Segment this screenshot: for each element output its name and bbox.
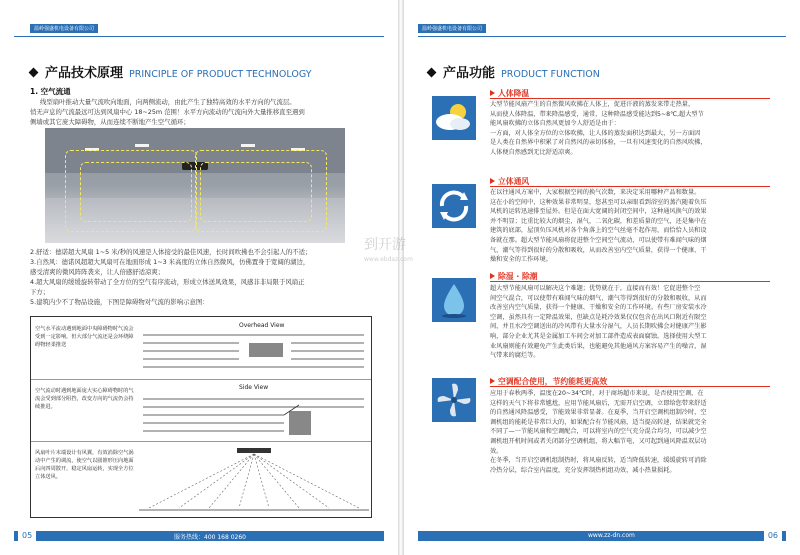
text-line: 燥和安全的工作环境。 <box>490 256 552 264</box>
text-line: 备就在那。超大型节能风扇将促进整个空间空气流动，可以使带有难闻气味的烟 <box>490 236 707 244</box>
text-line: 的自然通风降温感受，节能效果非常显著。在夏季，当开启空调机组制冷时，空 <box>490 409 707 417</box>
text-line: 大型节能风扇产生的自然微风吹拂在人体上，促进汗液的蒸发来带走热量， <box>490 101 695 108</box>
overhead-view-label: Overhead View <box>239 322 285 329</box>
red-arrow-icon <box>490 90 495 96</box>
title-en-left: PRINCIPLE OF PRODUCT TECHNOLOGY <box>129 69 312 80</box>
feature-text-ac-combo <box>490 389 780 475</box>
service-hotline: 服务热线：400 168 0260 <box>174 534 246 541</box>
water-drop-icon <box>432 278 476 322</box>
company-name-right: 温岭强盛机电设备有限公司 <box>418 24 486 33</box>
text-line: 响，部分企业尤其是金属加工车间会对加工部件造成表面腐蚀。选择使用大型工 <box>490 332 707 340</box>
page-number-left: 05 <box>18 531 36 541</box>
text-line: 效。 <box>490 447 503 455</box>
text-line: 空调，虽然具有一定降温效果，但缺点是耗冷效果仅仅包含在出风口附近有限空 <box>490 313 707 321</box>
overhead-view-diagram <box>139 319 369 375</box>
figure-row-overhead <box>31 317 371 380</box>
text-line: 调机组的能耗是非常巨大的，如果配合有节能风扇，适当提高转速，结果就完全 <box>490 418 707 426</box>
feature-title-dehumidify-text: 除湿 · 除潮 <box>498 272 538 281</box>
feature-title-cooling-text: 人体降温 <box>498 89 530 98</box>
feature-underline <box>490 281 770 282</box>
text-line: 气，潮气等得到很好的分散和吸收，从而改善室内空气质量，获得一个健康、干 <box>490 246 707 254</box>
text-line: 调机组开机时间或者关闭部分空调机组，将大幅节电，又可起到通风降温双层功 <box>490 437 707 445</box>
figure-row-cone <box>31 441 371 517</box>
title-en-right: PRODUCT FUNCTION <box>501 69 600 80</box>
red-arrow-icon <box>490 178 495 184</box>
diamond-bullet-icon <box>427 68 437 78</box>
intro-line-1: 线型扇叶推动大量气流吹向地面，向两侧流动，由此产生了独特高效的水平方向的气流层。 <box>40 98 296 106</box>
text-line: 从而使人体降温，带来降温感受，通常，这种降温感受能达到5~8℃,超大型节 <box>490 110 704 118</box>
watermark-url: www.ebdaz.com <box>364 256 413 263</box>
watermark-text: 到开游 <box>364 237 406 253</box>
text-line: 气带来的腐烂等。 <box>490 352 540 360</box>
feature-title-ac-combo-text: 空调配合使用，节约能耗更高效 <box>498 377 608 386</box>
text-line: 风机的运转迅速排至屋外。但是在面大宽阔的封闭空间中，这种通风换气的效果 <box>490 208 707 216</box>
page-number-right: 06 <box>764 531 782 541</box>
text-line: 并不明显；比重比较大的烟尘，湿气，二氧化碳，和差质量的空气，还是集中在 <box>490 217 707 225</box>
point-5: 5.建筑内少不了物品设施，下图是障碍物对气流的影响示意图： <box>30 298 209 306</box>
point-3: 3.自然风：德诺风超超大风扇可在地面形成 1~3 米高度的立体自然微风，仿佛置身于宽阔的湖边， <box>30 258 310 266</box>
air-cycle-icon <box>432 184 476 228</box>
text-line: 不同了—一节能风扇和空调配合，可以将室内的空气充分混合均匀，可以减少空 <box>490 428 707 436</box>
intro-line-2: 悄无声息的气流最远可达到风扇中心 18~25m 范围！水平方向流动的气流向外大量推移直至遇到 <box>30 108 305 116</box>
top-rule-right <box>418 36 786 37</box>
ceiling-light <box>241 144 255 147</box>
point-4-cont: 下方； <box>30 288 50 296</box>
feature-underline <box>490 186 770 187</box>
feature-text-cooling <box>490 100 780 158</box>
footer-bar-left <box>14 531 384 541</box>
figure-row-side <box>31 379 371 442</box>
section-heading: 1. 空气流通 <box>30 87 71 96</box>
text-line: 是人类在自然界中积累了对自然风的亲切体验，一旦有风速变化的自然风吹拂， <box>490 139 707 147</box>
red-arrow-icon <box>490 273 495 279</box>
figure-caption-overhead: 空气水平流动遇到地面中央障碍物时气流会受到一定影响，但大部分气流还是会环绕障碍物轻柔推送 <box>35 326 134 348</box>
text-line: 间空气混合，可以使带有难闻气味的烟气、潮气等得到很好的分散和吸收，从而 <box>490 294 707 302</box>
airflow-photo <box>45 128 345 243</box>
text-line: 在以往通风方案中，大家根据空间的换气次数，来决定采用哪种产品和数量。 <box>490 189 701 196</box>
company-name-left: 温岭强盛机电设备有限公司 <box>30 24 98 33</box>
feature-underline <box>490 386 770 387</box>
footer-bar-right <box>418 531 786 541</box>
obstacle-figure <box>30 316 372 518</box>
text-line: 应用于春秋两季，温度在20~34℃时，对于商场超市来说，是否使用空调，在 <box>490 390 704 397</box>
left-page <box>0 0 398 555</box>
text-line: 这在小的空间中，这种效果非常明显，您甚至可以亲眼看到浴室的蒸汽随着负压 <box>490 198 707 206</box>
airflow-loop-right-inner <box>200 162 312 222</box>
point-2: 2.舒适：德诺超大风扇 1~5 米/秒的风速是人体接受的最佳风速，长时间吹拂也不会引起人的不适； <box>30 248 312 256</box>
feature-text-dehumidify <box>490 284 780 361</box>
airflow-loop-left-inner <box>80 162 192 222</box>
intro-line-3: 侧墙或其它庞大障碍物，从而连续不断地产生空气循环； <box>30 118 190 126</box>
feature-text-ventilation <box>490 188 780 265</box>
text-line: 人体便自然感到无比舒适凉爽。 <box>490 148 577 156</box>
side-arrows <box>143 399 364 431</box>
top-rule-left <box>14 36 384 37</box>
title-cn-right: 产品功能 <box>443 66 496 81</box>
website-url: www.zz-dn.com <box>588 532 635 539</box>
text-line: 间，并且水冷空调送出的冷风带有大量水分湿气，人员长期吹拂会对健康产生影 <box>490 323 707 331</box>
text-line: 一方面，对人体全方位的立体吹拂，让人体的蒸发面积达到最大，另一方面因 <box>490 129 701 137</box>
fan-blade-shape <box>237 448 271 453</box>
page-title-right <box>428 62 600 81</box>
obstacle-block <box>249 343 283 357</box>
text-line: 业风扇则能有效避免产生此类后果，也能避免其他通风方案容易产生的噪音，湿 <box>490 342 707 350</box>
text-line: 这样的天气下将非常尴尬，应用节能风扇后，无需开启空调，立即给您带来舒适 <box>490 399 707 407</box>
text-line: 能风扇吹拂的立体自然风更加令人舒适是由于： <box>490 120 620 128</box>
text-line: 超大型节能风扇可以解决这个难题；优势就在于，直接而有效！它促进整个空 <box>490 285 701 292</box>
feature-title-ventilation-text: 立体通风 <box>498 177 530 186</box>
sun-cloud-icon <box>432 96 476 140</box>
figure-caption-side: 空气流动时遇到地面庞大实心障碍物时的气流会受到部分阻挡，改变方向的气流仍会持续推进。 <box>35 388 134 410</box>
cone-airflow-diagram <box>139 443 369 515</box>
fan-icon <box>432 378 476 422</box>
ceiling-light <box>135 144 149 147</box>
side-obstacle-block <box>289 411 311 435</box>
title-cn-left: 产品技术原理 <box>45 66 124 81</box>
feature-underline <box>490 98 770 99</box>
point-4: 4.超大风扇的缓缓旋转带动了全方位的空气有序流动，形成立体送风效果，风感非非局限于风扇正 <box>30 278 305 286</box>
page-title-left <box>30 62 312 81</box>
red-arrow-icon <box>490 378 495 384</box>
watermark <box>364 234 413 263</box>
side-view-label: Side View <box>239 384 269 391</box>
text-line: 建筑的底部，屋顶负压风机对各个角落上的空气丝毫不起作用，而恰恰人员和设 <box>490 227 707 235</box>
figure-caption-cone: 风扇叶片末端设计有风翼，有效消除空气涡动中产生的调流，使空气以圆锥形压向地面后向四周散开，稳定风扇运转，实现全方位立体送风。 <box>35 450 134 480</box>
diamond-bullet-icon <box>29 68 39 78</box>
point-3-cont: 感受清爽的微风阵阵袭来，让人倍感舒适凉爽； <box>30 268 165 276</box>
cone-dashed-lines <box>149 454 359 508</box>
text-line: 在冬季，当开启空调机组制热时，将风扇反转，适当降低转速，缓缓旋转可消除 <box>490 457 707 465</box>
text-line: 改善室内空气质量，获得一个健康、干燥和安全的工作环境。有些厂房安装水冷 <box>490 304 707 312</box>
side-view-diagram <box>139 381 369 437</box>
text-line: 冷热分层，综合室内温度，充分发挥制热机组功效，减小热量损耗。 <box>490 466 676 474</box>
